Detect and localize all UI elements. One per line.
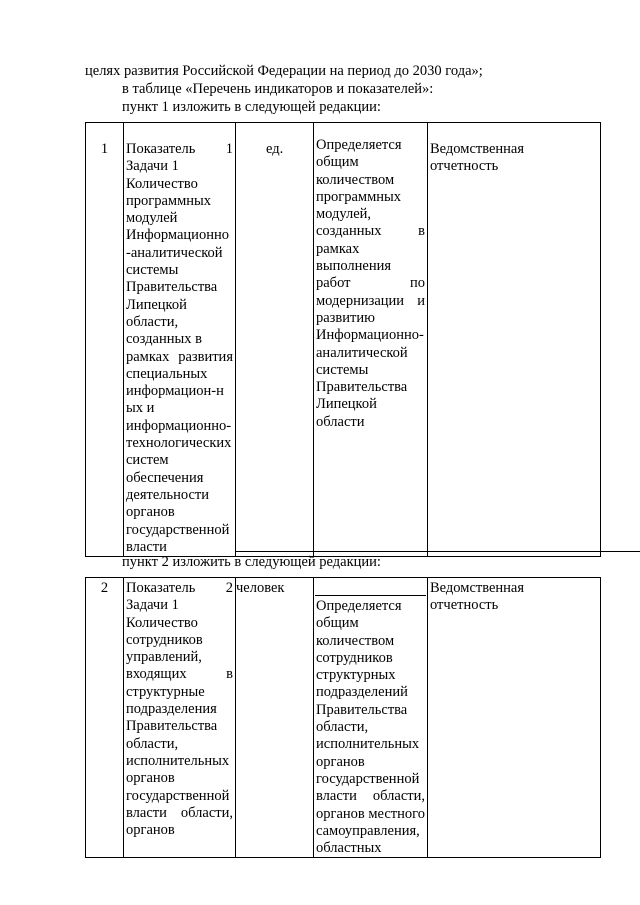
text-line: подразделений xyxy=(316,684,408,701)
indicator-cell xyxy=(124,123,236,557)
source-text xyxy=(430,141,598,176)
indicator-text xyxy=(126,580,233,839)
text-line: органов xyxy=(126,770,175,787)
text-line: Ведомственная xyxy=(430,141,525,157)
text-line: власти области, xyxy=(316,788,425,805)
text-line: обеспечения xyxy=(126,469,204,486)
text-line: работ по xyxy=(316,275,425,292)
text-line: Задачи 1 xyxy=(126,597,179,614)
text-line: исполнительных xyxy=(126,752,230,769)
text-line: информационно- xyxy=(126,417,232,434)
text-line: власти области, xyxy=(126,804,233,821)
text-line: органов xyxy=(126,504,175,521)
text-line: отчетность xyxy=(430,158,499,175)
unit-cell xyxy=(236,123,314,557)
text-line: созданных в xyxy=(316,223,425,240)
text-line: органов xyxy=(316,753,365,770)
unit-text: ед. xyxy=(266,141,284,157)
between-line: пункт 2 изложить в следующей редакции: xyxy=(122,554,381,570)
table-row xyxy=(86,578,601,858)
text-line: выполнения xyxy=(316,258,392,275)
source-cell xyxy=(428,578,601,858)
text-line: органов местного xyxy=(316,805,425,822)
text-line: структурных xyxy=(316,667,396,684)
intro-line-1: целях развития Российской Федерации на период до 2030 года»; xyxy=(85,63,483,79)
text-line: -аналитической xyxy=(126,244,223,261)
text-line: Количество xyxy=(126,614,198,631)
row-number: 1 xyxy=(100,141,109,157)
text-line: систем xyxy=(126,452,169,469)
text-line: государственной xyxy=(316,770,420,787)
unit-cell xyxy=(236,578,314,858)
method-empty-subcell xyxy=(315,578,426,596)
text-line: модулей xyxy=(126,210,178,227)
text-line: Задачи 1 xyxy=(126,158,179,175)
text-line: сотрудников xyxy=(316,649,393,666)
source-text xyxy=(430,580,598,615)
method-text xyxy=(316,598,425,857)
table-row xyxy=(86,123,601,557)
text-line: государственной xyxy=(126,787,230,804)
text-line: программных xyxy=(126,192,211,209)
table-continuation-line xyxy=(236,551,640,552)
text-line: программных xyxy=(316,188,401,205)
text-line: общим xyxy=(316,154,359,171)
text-line: системы xyxy=(316,361,369,378)
text-line: Липецкой xyxy=(316,396,377,413)
text-line: системы xyxy=(126,262,179,279)
text-line: исполнительных xyxy=(316,736,420,753)
text-line: модулей, xyxy=(316,206,372,223)
text-line: количеством xyxy=(316,171,395,188)
text-line: Правительства xyxy=(126,279,218,296)
row-number-cell xyxy=(86,578,124,858)
text-line: органов xyxy=(126,822,175,839)
text-line: государственной xyxy=(126,521,230,538)
text-line: Показатель 2 xyxy=(126,580,233,596)
intro-line-3: пункт 1 изложить в следующей редакции: xyxy=(122,99,381,115)
text-line: модернизации и xyxy=(316,292,425,309)
text-line: деятельности xyxy=(126,486,210,503)
text-line: Определяется xyxy=(316,598,402,614)
text-line: подразделения xyxy=(126,701,217,718)
text-line: информацион-н xyxy=(126,383,224,400)
text-line: входящих в xyxy=(126,666,233,683)
text-line: рамках развития xyxy=(126,348,233,365)
text-line: Правительства xyxy=(126,718,218,735)
text-line: Правительства xyxy=(316,379,408,396)
text-line: сотрудников xyxy=(126,631,203,648)
row-number: 2 xyxy=(100,580,109,596)
text-line: структурные xyxy=(126,683,205,700)
unit-text: человек xyxy=(236,580,285,596)
text-line: Липецкой xyxy=(126,296,187,313)
indicator-table-row-2 xyxy=(85,577,601,858)
row-number-cell xyxy=(86,123,124,557)
text-line: области xyxy=(316,413,365,430)
indicator-cell xyxy=(124,578,236,858)
intro-line-2: в таблице «Перечень индикаторов и показателей»: xyxy=(122,81,434,97)
text-line: Правительства xyxy=(316,701,408,718)
text-line: Количество xyxy=(126,175,198,192)
text-line: Показатель 1 xyxy=(126,141,233,157)
text-line: области, xyxy=(126,735,179,752)
indicator-table-row-1 xyxy=(85,122,601,557)
source-cell xyxy=(428,123,601,557)
text-line: Определяется xyxy=(316,137,402,153)
method-cell xyxy=(314,123,428,557)
text-line: созданных в xyxy=(126,331,202,348)
text-line: Информационно xyxy=(126,227,229,244)
method-cell xyxy=(314,578,428,858)
text-line: власти xyxy=(126,538,167,555)
text-line: Информационно- xyxy=(316,327,424,344)
text-line: области, xyxy=(126,313,179,330)
text-line: развитию xyxy=(316,309,375,326)
text-line: управлений, xyxy=(126,649,202,666)
method-text xyxy=(316,137,425,431)
text-line: аналитической xyxy=(316,344,408,361)
text-line: Ведомственная xyxy=(430,580,525,596)
text-line: области, xyxy=(316,719,369,736)
indicator-text xyxy=(126,141,233,556)
text-line: количеством xyxy=(316,632,395,649)
text-line: областных xyxy=(316,840,382,857)
text-line: технологических xyxy=(126,435,232,452)
text-line: ых и xyxy=(126,400,155,417)
text-line: специальных xyxy=(126,365,208,382)
text-line: отчетность xyxy=(430,597,499,614)
text-line: самоуправления, xyxy=(316,822,420,839)
text-line: общим xyxy=(316,615,359,632)
text-line: рамках xyxy=(316,240,360,257)
